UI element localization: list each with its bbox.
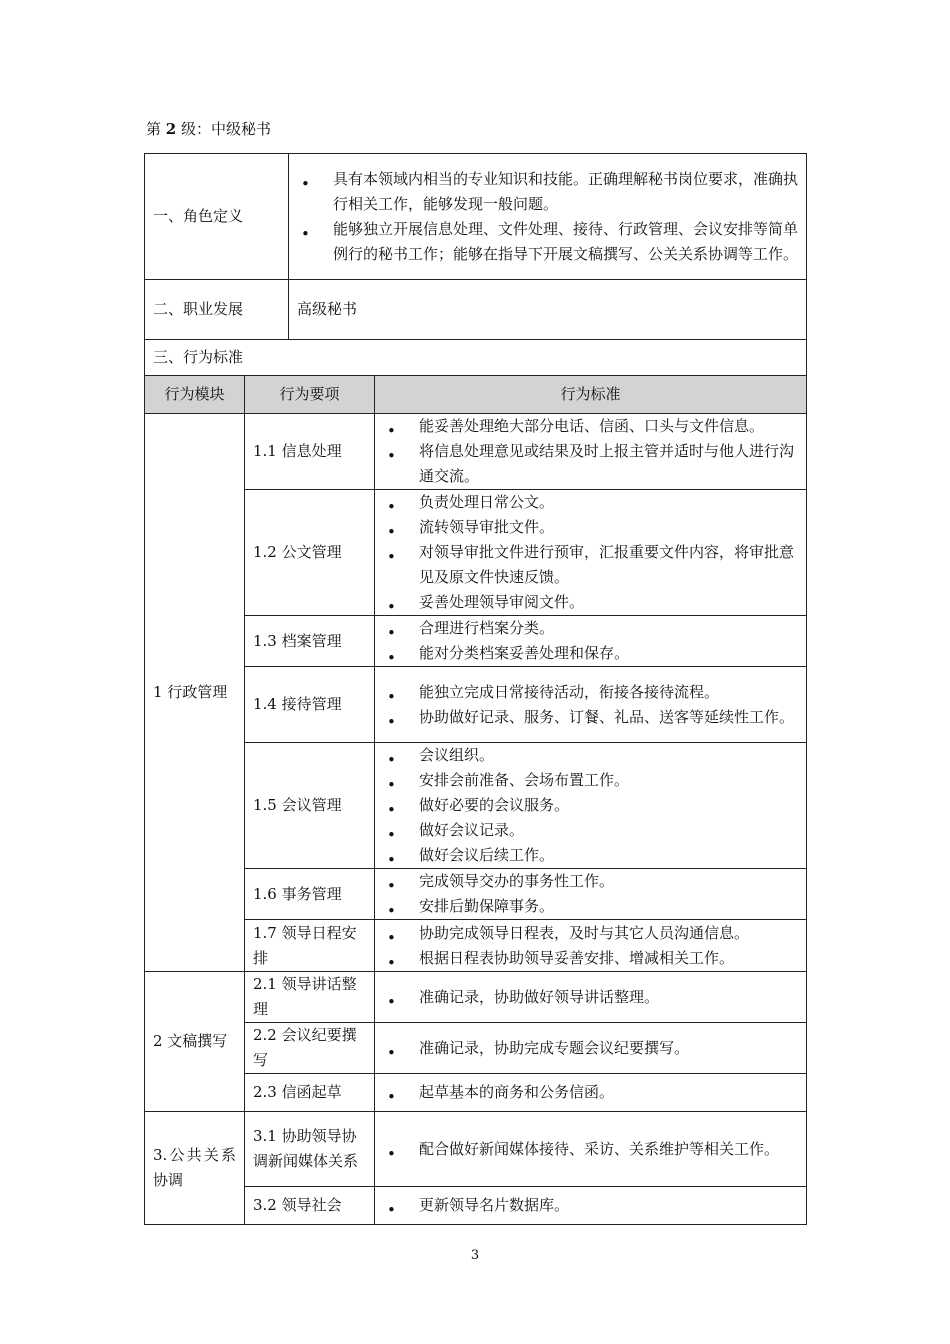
standard-item: • 准确记录，协助完成专题会议纪要撰写。 (375, 1036, 806, 1061)
behavior-standard (375, 1023, 807, 1074)
role-item: • 能够独立开展信息处理、文件处理、接待、行政管理、会议安排等简单例行的秘书工作；能够在指导下开展文稿撰写、公关关系协调等工作。 (289, 217, 806, 267)
career-label: 二、职业发展 (145, 280, 289, 340)
standard-item: • 协助完成领导日程表，及时与其它人员沟通信息。 (375, 921, 806, 946)
page-number: 3 (470, 1248, 480, 1263)
standard-item: • 将信息处理意见或结果及时上报主管并适时与他人进行沟通交流。 (375, 439, 806, 489)
standard-item: • 安排后勤保障事务。 (375, 894, 806, 919)
behavior-label: 三、行为标准 (145, 340, 807, 376)
behavior-standard (375, 490, 807, 616)
behavior-standard (375, 414, 807, 490)
table-row (145, 972, 807, 1023)
behavior-standard (375, 1074, 807, 1112)
behavior-item: 3.2 领导社会 (245, 1187, 375, 1225)
behavior-item: 1.7 领导日程安排 (245, 920, 375, 972)
standard-item: • 根据日程表协助领导妥善安排、增减相关工作。 (375, 946, 806, 971)
table-row (145, 920, 807, 972)
behavior-module: 2 文稿撰写 (145, 972, 245, 1112)
standard-item: • 能独立完成日常接待活动，衔接各接待流程。 (375, 680, 806, 705)
behavior-item: 3.1 协助领导协调新闻媒体关系 (245, 1112, 375, 1187)
page-title: 第 2 级：中级秘书 (146, 120, 271, 138)
behavior-item: 2.3 信函起草 (245, 1074, 375, 1112)
behavior-standard (375, 743, 807, 869)
standard-item: • 协助做好记录、服务、订餐、礼品、送客等延续性工作。 (375, 705, 806, 730)
standard-item: • 做好会议记录。 (375, 818, 806, 843)
behavior-item: 1.5 会议管理 (245, 743, 375, 869)
table-row (145, 869, 807, 920)
behavior-item: 1.2 公文管理 (245, 490, 375, 616)
standard-item: • 准确记录，协助做好领导讲话整理。 (375, 985, 806, 1010)
standard-item: • 对领导审批文件进行预审，汇报重要文件内容，将审批意见及原文件快速反馈。 (375, 540, 806, 590)
behavior-item: 2.2 会议纪要撰写 (245, 1023, 375, 1074)
role-item: • 具有本领域内相当的专业知识和技能。正确理解秘书岗位要求，准确执行相关工作，能够发现一般问题。 (289, 167, 806, 217)
behavior-module: 3.公共关系协调 (145, 1112, 245, 1225)
behavior-standard (375, 1112, 807, 1187)
table-row (145, 1074, 807, 1112)
standard-item: • 更新领导名片数据库。 (375, 1193, 806, 1218)
table-row (145, 667, 807, 743)
behavior-standard (375, 972, 807, 1023)
standard-item: • 能妥善处理绝大部分电话、信函、口头与文件信息。 (375, 414, 806, 439)
standard-item: • 安排会前准备、会场布置工作。 (375, 768, 806, 793)
behavior-item: 1.3 档案管理 (245, 616, 375, 667)
standard-item: • 流转领导审批文件。 (375, 515, 806, 540)
behavior-item: 2.1 领导讲话整理 (245, 972, 375, 1023)
table-row (145, 743, 807, 869)
table-row (145, 1187, 807, 1225)
behavior-standard (375, 920, 807, 972)
standard-item: • 配合做好新闻媒体接待、采访、关系维护等相关工作。 (375, 1137, 806, 1162)
behavior-standard (375, 616, 807, 667)
standard-item: • 做好必要的会议服务。 (375, 793, 806, 818)
standard-item: • 妥善处理领导审阅文件。 (375, 590, 806, 615)
behavior-table (144, 375, 807, 1225)
standard-item: • 起草基本的商务和公务信函。 (375, 1080, 806, 1105)
behavior-standard (375, 667, 807, 743)
behavior-item: 1.4 接待管理 (245, 667, 375, 743)
behavior-standard (375, 1187, 807, 1225)
standard-item: • 完成领导交办的事务性工作。 (375, 869, 806, 894)
role-label: 一、角色定义 (145, 154, 289, 280)
standard-item: • 合理进行档案分类。 (375, 616, 806, 641)
role-table (144, 153, 807, 376)
role-definition (289, 154, 807, 280)
header-standard: 行为标准 (375, 376, 807, 414)
behavior-standard (375, 869, 807, 920)
standard-item: • 能对分类档案妥善处理和保存。 (375, 641, 806, 666)
behavior-item: 1.6 事务管理 (245, 869, 375, 920)
table-row (145, 616, 807, 667)
career-value: 高级秘书 (289, 280, 807, 340)
header-module: 行为模块 (145, 376, 245, 414)
behavior-module: 1 行政管理 (145, 414, 245, 972)
table-row (145, 1023, 807, 1074)
table-row (145, 1112, 807, 1187)
behavior-item: 1.1 信息处理 (245, 414, 375, 490)
table-row (145, 490, 807, 616)
header-item: 行为要项 (245, 376, 375, 414)
standard-item: • 做好会议后续工作。 (375, 843, 806, 868)
table-row (145, 414, 807, 490)
standard-item: • 会议组织。 (375, 743, 806, 768)
standard-item: • 负责处理日常公文。 (375, 490, 806, 515)
